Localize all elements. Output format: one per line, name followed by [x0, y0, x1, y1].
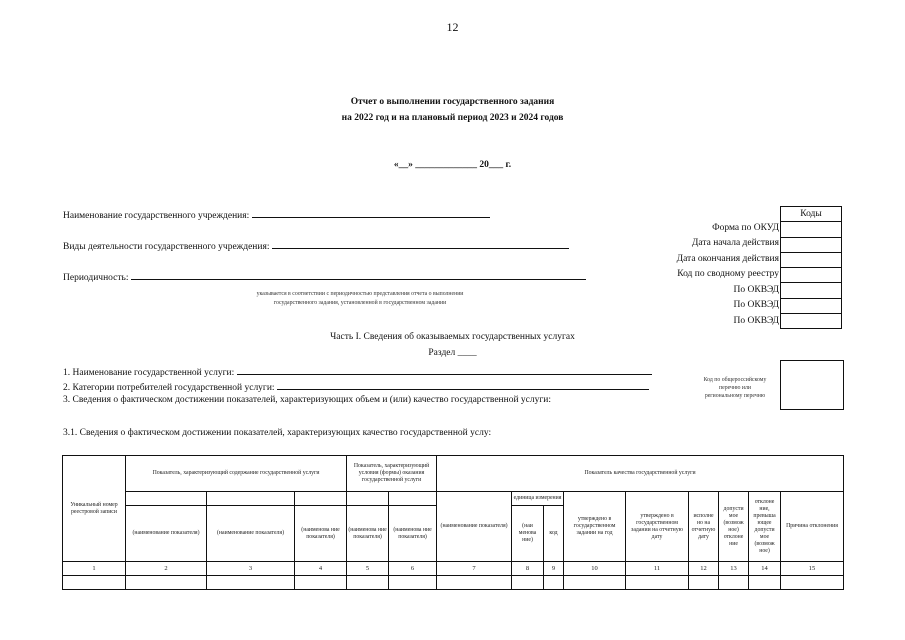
th-conditions-blank-1	[347, 492, 389, 506]
item1-row	[63, 365, 652, 378]
th-conditions-group: Показатель, характеризующий условия (формы) оказания государственной услуги	[347, 456, 437, 492]
item1-field[interactable]	[237, 365, 652, 375]
th-actual: исполне но на отчетную дату	[689, 492, 719, 562]
code-cell-end-date[interactable]	[781, 252, 842, 267]
table-cell[interactable]	[689, 576, 719, 590]
th-content-group: Показатель, характеризующий содержание государственной услуги	[126, 456, 347, 492]
table-cell[interactable]	[781, 576, 844, 590]
th-content-indicator-3: (наименова ние показателя)	[295, 506, 347, 562]
codes-header: Коды	[781, 207, 842, 222]
activities-row	[63, 239, 569, 252]
col-number: 15	[781, 562, 844, 576]
code-label-okved-1: По ОКВЭД	[733, 285, 779, 295]
th-unique-number: Уникальный номер реестровой записи	[63, 456, 126, 562]
periodicity-field[interactable]	[131, 270, 586, 280]
col-number: 11	[626, 562, 689, 576]
report-title: Отчет о выполнении государственного задания	[350, 97, 555, 107]
table-cell[interactable]	[347, 576, 389, 590]
table-cell[interactable]	[719, 576, 749, 590]
report-subtitle: на 2022 год и на плановый период 2023 и 2024 годов	[341, 113, 564, 123]
th-content-blank-2	[207, 492, 295, 506]
code-cell-start-date[interactable]	[781, 237, 842, 252]
col-number: 12	[689, 562, 719, 576]
col-number: 3	[207, 562, 295, 576]
th-exceeding-deviation: отклоне ние, превыша ющее допусти мое (возмож ное)	[749, 492, 781, 562]
periodicity-row	[63, 270, 586, 283]
activities-label: Виды деятельности государственного учреждения:	[63, 242, 270, 252]
institution-label: Наименование государственного учреждения:	[63, 211, 250, 221]
item3-label: 3. Сведения о фактическом достижении показателей, характеризующих объем и (или) качество государственной услуги:	[63, 395, 552, 405]
col-number: 9	[544, 562, 564, 576]
col-number: 8	[512, 562, 544, 576]
report-date-line: «__» _____________ 20___ г.	[393, 160, 512, 170]
table-cell[interactable]	[749, 576, 781, 590]
col-number: 5	[347, 562, 389, 576]
th-approved-year: утверждено в государственном задании на год	[564, 492, 626, 562]
code-label-okved-3: По ОКВЭД	[733, 316, 779, 326]
th-content-blank-3	[295, 492, 347, 506]
th-quality-indicator-name: (наименование показателя)	[437, 492, 512, 562]
col-number: 6	[389, 562, 437, 576]
col-number: 14	[749, 562, 781, 576]
registry-code-box[interactable]	[780, 360, 844, 410]
col-number: 13	[719, 562, 749, 576]
th-approved-date: утверждено в государственном задании на отчетную дату	[626, 492, 689, 562]
quality-indicators-table	[62, 455, 844, 590]
th-conditions-blank-2	[389, 492, 437, 506]
code-cell-okved-3[interactable]	[781, 314, 842, 329]
table-cell[interactable]	[389, 576, 437, 590]
col-number: 4	[295, 562, 347, 576]
col-number: 1	[63, 562, 126, 576]
code-cell-okud[interactable]	[781, 222, 842, 237]
subsection-title: 3.1. Сведения о фактическом достижении показателей, характеризующих качество государственной услу:	[63, 428, 492, 438]
institution-row	[63, 208, 490, 221]
code-label-start-date: Дата начала действия	[691, 238, 779, 248]
table-cell[interactable]	[437, 576, 512, 590]
th-quality-group: Показатель качества государственной услуги	[437, 456, 844, 492]
section-label: Раздел ____	[428, 348, 477, 358]
table-cell[interactable]	[564, 576, 626, 590]
table-row	[63, 576, 844, 590]
column-numbers-row	[63, 562, 844, 576]
table-cell[interactable]	[544, 576, 564, 590]
item2-label: 2. Категории потребителей государственной услуги:	[63, 383, 275, 393]
code-label-end-date: Дата окончания действия	[676, 254, 779, 264]
th-conditions-indicator-1: (наименова ние показателя)	[347, 506, 389, 562]
th-reason: Причина отклонения	[781, 492, 844, 562]
code-cell-okved-1[interactable]	[781, 283, 842, 298]
part-title: Часть I. Сведения об оказываемых государственных услугах	[330, 332, 575, 342]
th-unit: единица измерения	[512, 492, 564, 506]
code-cell-okved-2[interactable]	[781, 298, 842, 313]
th-unit-name: (наи менова ние)	[512, 506, 544, 562]
code-cell-registry[interactable]	[781, 268, 842, 283]
col-number: 2	[126, 562, 207, 576]
periodicity-note: указывается в соответствии с периодичностью представления отчета о выполнении государственного задания, установленной в государственном задании	[256, 291, 464, 306]
codes-table	[780, 206, 842, 329]
col-number: 7	[437, 562, 512, 576]
th-content-indicator-1: (наименование показателя)	[126, 506, 207, 562]
table-cell[interactable]	[295, 576, 347, 590]
code-label-okud: Форма по ОКУД	[712, 223, 779, 233]
page-number: 12	[446, 20, 459, 34]
th-content-indicator-2: (наименование показателя)	[207, 506, 295, 562]
code-label-registry: Код по сводному реестру	[677, 269, 779, 279]
item2-field[interactable]	[277, 380, 649, 390]
th-conditions-indicator-2: (наименова ние показателя)	[389, 506, 437, 562]
institution-field[interactable]	[252, 208, 490, 218]
col-number: 10	[564, 562, 626, 576]
table-cell[interactable]	[626, 576, 689, 590]
th-content-blank-1	[126, 492, 207, 506]
th-unit-code: код	[544, 506, 564, 562]
activities-field[interactable]	[272, 239, 569, 249]
periodicity-label: Периодичность:	[63, 273, 129, 283]
item1-label: 1. Наименование государственной услуги:	[63, 368, 235, 378]
code-label-okved-2: По ОКВЭД	[733, 300, 779, 310]
table-cell[interactable]	[63, 576, 126, 590]
table-cell[interactable]	[512, 576, 544, 590]
table-cell[interactable]	[126, 576, 207, 590]
th-allowed-deviation: допусти мое (возмож ное) отклоне ние	[719, 492, 749, 562]
registry-note: Код по общероссийскому перечню или региональному перечню	[703, 377, 767, 399]
item2-row	[63, 380, 649, 393]
table-cell[interactable]	[207, 576, 295, 590]
